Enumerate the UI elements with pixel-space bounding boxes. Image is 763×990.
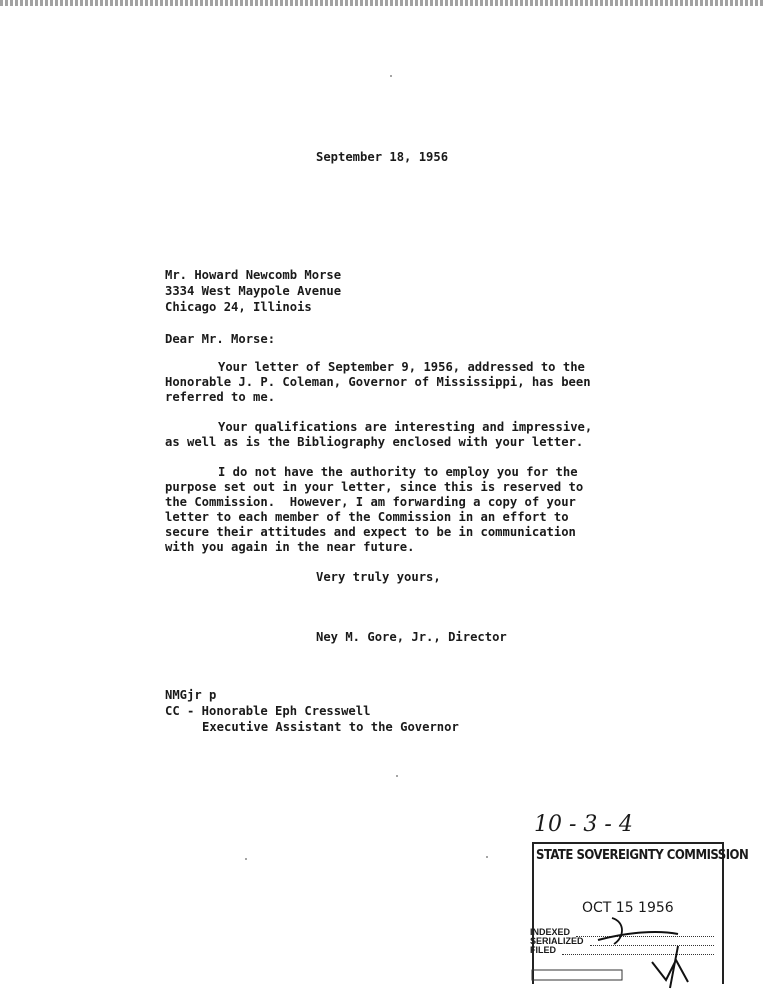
cc-line-2: Executive Assistant to the Governor (202, 720, 459, 734)
stamp-title: STATE SOVEREIGNTY COMMISSION (536, 848, 749, 863)
signature-line: Ney M. Gore, Jr., Director (316, 630, 507, 644)
stamp-label-filed: FILED (530, 945, 556, 955)
paragraph-3-line-6: with you again in the near future. (165, 540, 415, 554)
paragraph-3-line-5: secure their attitudes and expect to be in communication (165, 525, 576, 539)
paragraph-1-line-1: Your letter of September 9, 1956, addressed to the (218, 360, 585, 374)
recipient-street: 3334 West Maypole Avenue (165, 284, 342, 298)
recipient-city: Chicago 24, Illinois (165, 300, 312, 314)
salutation: Dear Mr. Morse: (165, 332, 276, 346)
paragraph-3-line-4: letter to each member of the Commission in an effort to (165, 510, 569, 524)
paragraph-1-line-2: Honorable J. P. Coleman, Governor of Mississippi, has been (165, 375, 591, 389)
commission-stamp (528, 812, 749, 990)
stamp-label-serialized: SERIALIZED (530, 936, 584, 946)
scan-speck (486, 856, 488, 858)
closing: Very truly yours, (316, 570, 441, 584)
paragraph-3-line-2: purpose set out in your letter, since this is reserved to (165, 480, 584, 494)
paragraph-3-line-1: I do not have the authority to employ you for the (218, 465, 578, 479)
typist-initials: NMGjr p (165, 688, 217, 702)
letter-date: September 18, 1956 (316, 150, 449, 164)
stamp-handwriting-marks (528, 812, 749, 990)
paragraph-2-line-1: Your qualifications are interesting and impressive, (218, 420, 593, 434)
scan-speck (396, 775, 398, 777)
scan-speck (390, 75, 392, 77)
cc-line-1: CC - Honorable Eph Cresswell (165, 704, 371, 718)
paragraph-3-line-3: the Commission. However, I am forwarding a copy of your (165, 495, 576, 509)
paragraph-1-line-3: referred to me. (165, 390, 276, 404)
scan-speck (245, 858, 247, 860)
handwritten-file-number: 10 - 3 - 4 (534, 812, 633, 837)
recipient-name: Mr. Howard Newcomb Morse (165, 268, 342, 282)
stamp-label-indexed: INDEXED (530, 927, 571, 937)
scan-top-edge (0, 0, 763, 6)
stamp-date: OCT 15 1956 (582, 900, 674, 916)
paragraph-2-line-2: as well as is the Bibliography enclosed with your letter. (165, 435, 584, 449)
